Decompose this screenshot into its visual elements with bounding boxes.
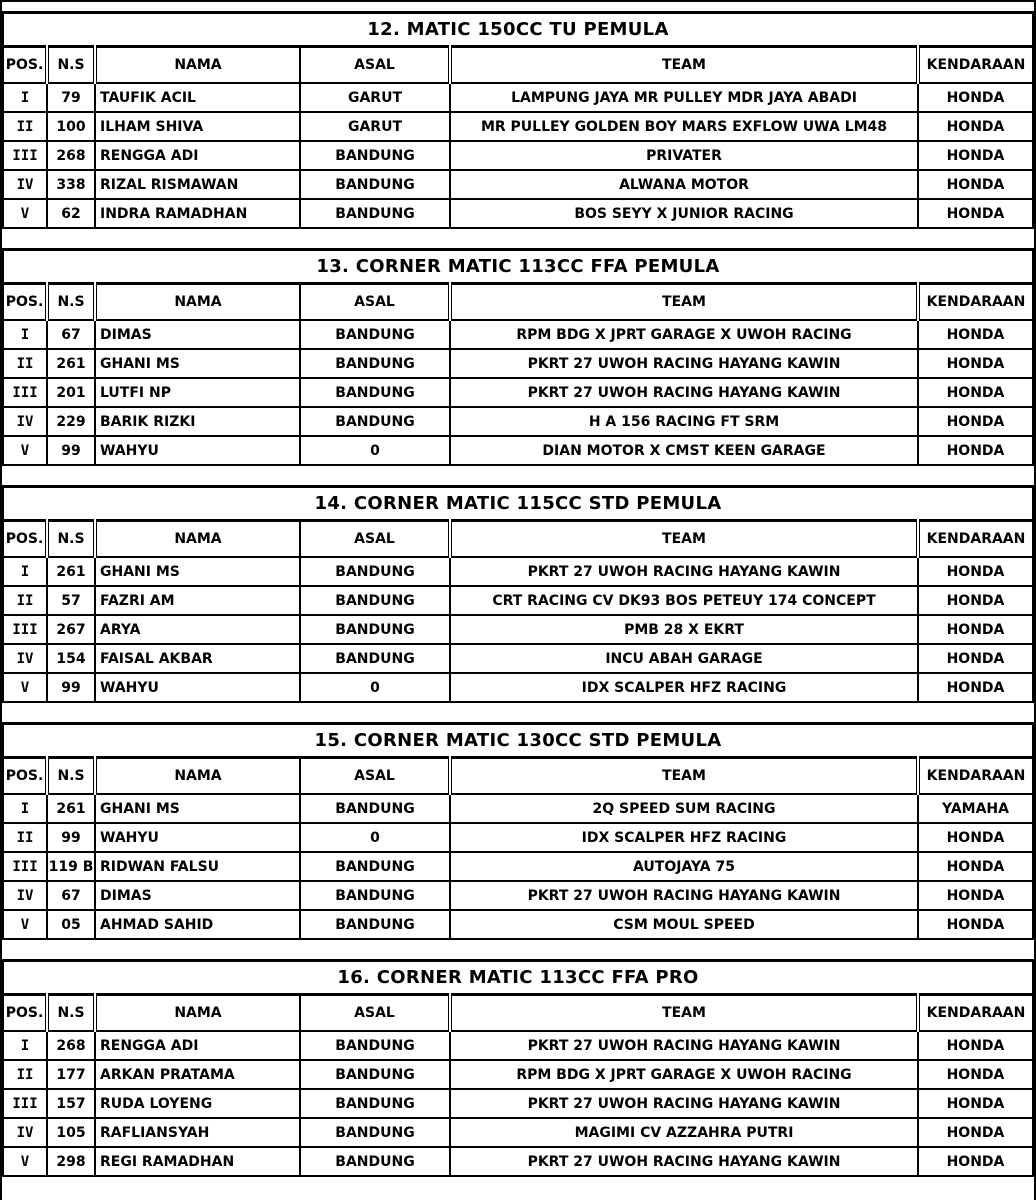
cell-nama: ARKAN PRATAMA	[95, 1060, 300, 1089]
result-row	[3, 320, 1033, 349]
cell-ns: 105	[47, 1118, 95, 1147]
result-row	[3, 673, 1033, 702]
cell-pos: I	[3, 557, 47, 586]
cell-ns: 57	[47, 586, 95, 615]
cell-ns: 67	[47, 881, 95, 910]
cell-kendaraan: HONDA	[918, 436, 1033, 465]
cell-pos: III	[3, 1089, 47, 1118]
cell-nama: RIZAL RISMAWAN	[95, 170, 300, 199]
cell-pos: V	[3, 436, 47, 465]
cell-nama: RENGGA ADI	[95, 1031, 300, 1060]
cell-kendaraan: HONDA	[918, 852, 1033, 881]
cell-kendaraan: HONDA	[918, 673, 1033, 702]
cell-kendaraan: HONDA	[918, 349, 1033, 378]
cell-team: PKRT 27 UWOH RACING HAYANG KAWIN	[450, 1089, 918, 1118]
cell-team: INCU ABAH GARAGE	[450, 644, 918, 673]
table-title: 12. MATIC 150CC TU PEMULA	[3, 13, 1033, 47]
column-header-asal: ASAL	[300, 995, 450, 1032]
cell-pos: II	[3, 1060, 47, 1089]
cell-kendaraan: HONDA	[918, 199, 1033, 228]
cell-pos: V	[3, 1147, 47, 1176]
table-title: 14. CORNER MATIC 115CC STD PEMULA	[3, 487, 1033, 521]
table-title: 16. CORNER MATIC 113CC FFA PRO	[3, 961, 1033, 995]
table-body	[3, 557, 1033, 702]
race-class-table	[2, 485, 1034, 703]
cell-asal: BANDUNG	[300, 794, 450, 823]
table-body	[3, 1031, 1033, 1176]
cell-asal: BANDUNG	[300, 141, 450, 170]
cell-asal: BANDUNG	[300, 615, 450, 644]
cell-nama: BARIK RIZKI	[95, 407, 300, 436]
column-header-kendaraan: KENDARAAN	[918, 521, 1033, 558]
cell-kendaraan: HONDA	[918, 320, 1033, 349]
cell-asal: GARUT	[300, 112, 450, 141]
cell-asal: GARUT	[300, 83, 450, 112]
cell-team: PRIVATER	[450, 141, 918, 170]
column-header-ns: N.S	[47, 47, 95, 84]
cell-ns: 268	[47, 141, 95, 170]
cell-ns: 201	[47, 378, 95, 407]
cell-pos: I	[3, 1031, 47, 1060]
cell-asal: BANDUNG	[300, 644, 450, 673]
column-header-team: TEAM	[450, 521, 918, 558]
race-class-table	[2, 722, 1034, 940]
result-row	[3, 349, 1033, 378]
race-class-table	[2, 959, 1034, 1177]
result-row	[3, 83, 1033, 112]
table-title-row	[3, 13, 1033, 47]
cell-asal: BANDUNG	[300, 1031, 450, 1060]
table-title-row	[3, 250, 1033, 284]
cell-kendaraan: HONDA	[918, 407, 1033, 436]
cell-nama: ILHAM SHIVA	[95, 112, 300, 141]
cell-kendaraan: HONDA	[918, 112, 1033, 141]
cell-kendaraan: HONDA	[918, 910, 1033, 939]
cell-ns: 05	[47, 910, 95, 939]
result-row	[3, 436, 1033, 465]
cell-asal: BANDUNG	[300, 378, 450, 407]
cell-asal: BANDUNG	[300, 320, 450, 349]
cell-team: RPM BDG X JPRT GARAGE X UWOH RACING	[450, 1060, 918, 1089]
cell-pos: III	[3, 378, 47, 407]
column-header-ns: N.S	[47, 758, 95, 795]
cell-ns: 79	[47, 83, 95, 112]
cell-asal: BANDUNG	[300, 407, 450, 436]
column-header-ns: N.S	[47, 284, 95, 321]
cell-team: RPM BDG X JPRT GARAGE X UWOH RACING	[450, 320, 918, 349]
cell-kendaraan: HONDA	[918, 170, 1033, 199]
cell-nama: REGI RAMADHAN	[95, 1147, 300, 1176]
table-title-row	[3, 724, 1033, 758]
cell-nama: AHMAD SAHID	[95, 910, 300, 939]
cell-nama: RIDWAN FALSU	[95, 852, 300, 881]
cell-team: CSM MOUL SPEED	[450, 910, 918, 939]
column-header-kendaraan: KENDARAAN	[918, 47, 1033, 84]
cell-asal: BANDUNG	[300, 1147, 450, 1176]
column-header-asal: ASAL	[300, 284, 450, 321]
column-header-nama: NAMA	[95, 47, 300, 84]
cell-kendaraan: HONDA	[918, 881, 1033, 910]
cell-nama: LUTFI NP	[95, 378, 300, 407]
table-header-row	[3, 758, 1033, 795]
cell-kendaraan: HONDA	[918, 823, 1033, 852]
column-header-nama: NAMA	[95, 995, 300, 1032]
cell-team: 2Q SPEED SUM RACING	[450, 794, 918, 823]
cell-nama: RENGGA ADI	[95, 141, 300, 170]
result-row	[3, 141, 1033, 170]
result-row	[3, 1089, 1033, 1118]
result-row	[3, 557, 1033, 586]
cell-nama: RAFLIANSYAH	[95, 1118, 300, 1147]
cell-asal: BANDUNG	[300, 910, 450, 939]
cell-ns: 99	[47, 436, 95, 465]
table-header-row	[3, 47, 1033, 84]
table-title-row	[3, 961, 1033, 995]
cell-asal: BANDUNG	[300, 1118, 450, 1147]
column-header-team: TEAM	[450, 284, 918, 321]
cell-kendaraan: HONDA	[918, 644, 1033, 673]
result-row	[3, 881, 1033, 910]
column-header-team: TEAM	[450, 995, 918, 1032]
cell-pos: IV	[3, 407, 47, 436]
table-header-row	[3, 521, 1033, 558]
cell-nama: WAHYU	[95, 673, 300, 702]
table-title: 15. CORNER MATIC 130CC STD PEMULA	[3, 724, 1033, 758]
cell-nama: TAUFIK ACIL	[95, 83, 300, 112]
cell-pos: III	[3, 615, 47, 644]
cell-nama: DIMAS	[95, 320, 300, 349]
cell-team: MAGIMI CV AZZAHRA PUTRI	[450, 1118, 918, 1147]
cell-team: H A 156 RACING FT SRM	[450, 407, 918, 436]
column-header-nama: NAMA	[95, 521, 300, 558]
cell-asal: 0	[300, 436, 450, 465]
column-header-team: TEAM	[450, 758, 918, 795]
result-row	[3, 852, 1033, 881]
cell-ns: 67	[47, 320, 95, 349]
cell-kendaraan: HONDA	[918, 557, 1033, 586]
cell-team: DIAN MOTOR X CMST KEEN GARAGE	[450, 436, 918, 465]
cell-kendaraan: HONDA	[918, 1118, 1033, 1147]
cell-asal: BANDUNG	[300, 170, 450, 199]
cell-nama: GHANI MS	[95, 557, 300, 586]
result-row	[3, 378, 1033, 407]
cell-pos: I	[3, 794, 47, 823]
cell-team: PKRT 27 UWOH RACING HAYANG KAWIN	[450, 1147, 918, 1176]
cell-nama: GHANI MS	[95, 349, 300, 378]
race-class-table-block	[2, 11, 1034, 229]
result-row	[3, 170, 1033, 199]
cell-nama: DIMAS	[95, 881, 300, 910]
cell-ns: 99	[47, 823, 95, 852]
race-class-table-block	[2, 485, 1034, 703]
cell-pos: I	[3, 83, 47, 112]
race-class-table-block	[2, 959, 1034, 1177]
cell-ns: 338	[47, 170, 95, 199]
race-class-table	[2, 11, 1034, 229]
column-header-kendaraan: KENDARAAN	[918, 758, 1033, 795]
column-header-asal: ASAL	[300, 521, 450, 558]
cell-ns: 229	[47, 407, 95, 436]
cell-asal: BANDUNG	[300, 349, 450, 378]
cell-kendaraan: HONDA	[918, 378, 1033, 407]
cell-ns: 267	[47, 615, 95, 644]
race-class-table	[2, 248, 1034, 466]
cell-asal: BANDUNG	[300, 881, 450, 910]
cell-kendaraan: HONDA	[918, 1060, 1033, 1089]
cell-kendaraan: HONDA	[918, 1031, 1033, 1060]
cell-pos: I	[3, 320, 47, 349]
cell-pos: III	[3, 141, 47, 170]
column-header-asal: ASAL	[300, 47, 450, 84]
cell-team: BOS SEYY X JUNIOR RACING	[450, 199, 918, 228]
cell-nama: WAHYU	[95, 823, 300, 852]
table-body	[3, 794, 1033, 939]
cell-ns: 119 B	[47, 852, 95, 881]
cell-team: AUTOJAYA 75	[450, 852, 918, 881]
cell-nama: WAHYU	[95, 436, 300, 465]
column-header-pos: POS.	[3, 47, 47, 84]
result-row	[3, 199, 1033, 228]
column-header-asal: ASAL	[300, 758, 450, 795]
cell-ns: 62	[47, 199, 95, 228]
cell-ns: 177	[47, 1060, 95, 1089]
cell-pos: II	[3, 586, 47, 615]
race-class-table-block	[2, 248, 1034, 466]
cell-nama: RUDA LOYENG	[95, 1089, 300, 1118]
cell-ns: 154	[47, 644, 95, 673]
table-header-row	[3, 995, 1033, 1032]
cell-pos: II	[3, 112, 47, 141]
result-row	[3, 615, 1033, 644]
column-header-nama: NAMA	[95, 284, 300, 321]
cell-ns: 261	[47, 349, 95, 378]
cell-pos: III	[3, 852, 47, 881]
table-header-row	[3, 284, 1033, 321]
cell-kendaraan: YAMAHA	[918, 794, 1033, 823]
cell-asal: 0	[300, 673, 450, 702]
cell-team: PKRT 27 UWOH RACING HAYANG KAWIN	[450, 1031, 918, 1060]
cell-team: CRT RACING CV DK93 BOS PETEUY 174 CONCEPT	[450, 586, 918, 615]
cell-kendaraan: HONDA	[918, 1147, 1033, 1176]
cell-asal: BANDUNG	[300, 852, 450, 881]
column-header-pos: POS.	[3, 521, 47, 558]
cell-team: MR PULLEY GOLDEN BOY MARS EXFLOW UWA LM48	[450, 112, 918, 141]
result-row	[3, 586, 1033, 615]
cell-kendaraan: HONDA	[918, 83, 1033, 112]
cell-nama: FAISAL AKBAR	[95, 644, 300, 673]
table-body	[3, 83, 1033, 228]
cell-pos: V	[3, 910, 47, 939]
result-row	[3, 1118, 1033, 1147]
cell-team: PMB 28 X EKRT	[450, 615, 918, 644]
cell-ns: 298	[47, 1147, 95, 1176]
cell-team: LAMPUNG JAYA MR PULLEY MDR JAYA ABADI	[450, 83, 918, 112]
race-class-table-block	[2, 722, 1034, 940]
cell-ns: 268	[47, 1031, 95, 1060]
cell-asal: BANDUNG	[300, 557, 450, 586]
result-row	[3, 794, 1033, 823]
result-row	[3, 407, 1033, 436]
column-header-pos: POS.	[3, 995, 47, 1032]
cell-pos: IV	[3, 644, 47, 673]
cell-pos: II	[3, 349, 47, 378]
cell-ns: 100	[47, 112, 95, 141]
cell-ns: 261	[47, 794, 95, 823]
cell-team: IDX SCALPER HFZ RACING	[450, 673, 918, 702]
cell-nama: ARYA	[95, 615, 300, 644]
cell-nama: GHANI MS	[95, 794, 300, 823]
cell-nama: FAZRI AM	[95, 586, 300, 615]
cell-kendaraan: HONDA	[918, 1089, 1033, 1118]
cell-kendaraan: HONDA	[918, 615, 1033, 644]
cell-pos: II	[3, 823, 47, 852]
cell-pos: V	[3, 673, 47, 702]
table-title: 13. CORNER MATIC 113CC FFA PEMULA	[3, 250, 1033, 284]
column-header-pos: POS.	[3, 758, 47, 795]
cell-ns: 261	[47, 557, 95, 586]
cell-ns: 99	[47, 673, 95, 702]
result-row	[3, 910, 1033, 939]
cell-asal: BANDUNG	[300, 1060, 450, 1089]
cell-pos: IV	[3, 1118, 47, 1147]
result-row	[3, 1147, 1033, 1176]
column-header-kendaraan: KENDARAAN	[918, 995, 1033, 1032]
column-header-team: TEAM	[450, 47, 918, 84]
cell-team: PKRT 27 UWOH RACING HAYANG KAWIN	[450, 349, 918, 378]
cell-pos: IV	[3, 881, 47, 910]
cell-team: IDX SCALPER HFZ RACING	[450, 823, 918, 852]
cell-team: PKRT 27 UWOH RACING HAYANG KAWIN	[450, 557, 918, 586]
cell-asal: BANDUNG	[300, 1089, 450, 1118]
table-body	[3, 320, 1033, 465]
cell-team: PKRT 27 UWOH RACING HAYANG KAWIN	[450, 881, 918, 910]
cell-team: ALWANA MOTOR	[450, 170, 918, 199]
tables-container	[2, 11, 1034, 1177]
cell-team: PKRT 27 UWOH RACING HAYANG KAWIN	[450, 378, 918, 407]
cell-asal: BANDUNG	[300, 586, 450, 615]
cell-asal: BANDUNG	[300, 199, 450, 228]
column-header-pos: POS.	[3, 284, 47, 321]
column-header-ns: N.S	[47, 521, 95, 558]
column-header-kendaraan: KENDARAAN	[918, 284, 1033, 321]
result-row	[3, 1031, 1033, 1060]
result-row	[3, 644, 1033, 673]
cell-asal: 0	[300, 823, 450, 852]
result-row	[3, 112, 1033, 141]
table-title-row	[3, 487, 1033, 521]
cell-nama: INDRA RAMADHAN	[95, 199, 300, 228]
result-row	[3, 1060, 1033, 1089]
cell-pos: V	[3, 199, 47, 228]
cell-ns: 157	[47, 1089, 95, 1118]
cell-kendaraan: HONDA	[918, 141, 1033, 170]
cell-pos: IV	[3, 170, 47, 199]
cell-kendaraan: HONDA	[918, 586, 1033, 615]
column-header-nama: NAMA	[95, 758, 300, 795]
result-row	[3, 823, 1033, 852]
column-header-ns: N.S	[47, 995, 95, 1032]
